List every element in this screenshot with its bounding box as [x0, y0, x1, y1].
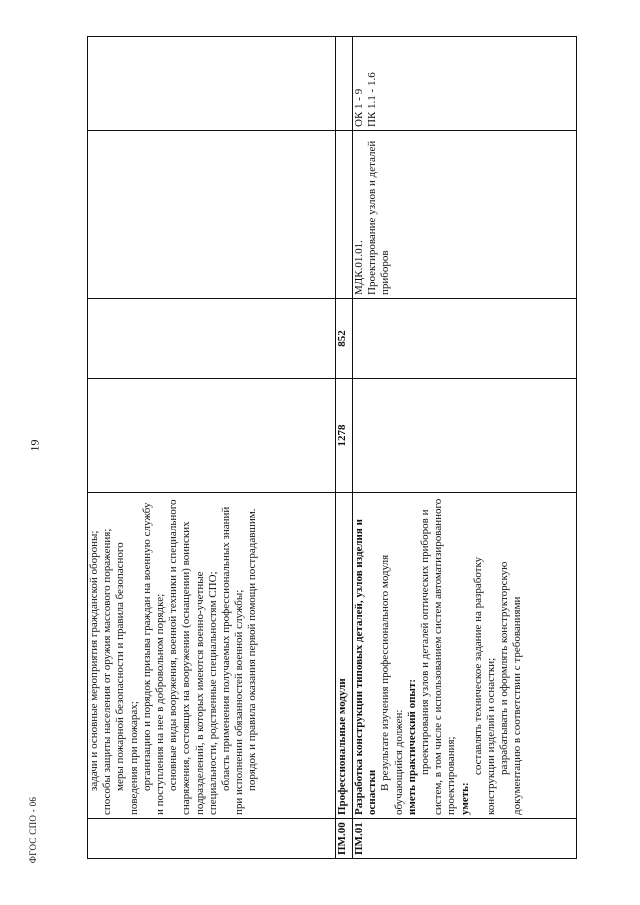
competencies-cell: [88, 37, 336, 131]
skills-list: [472, 496, 525, 815]
hours-max-cell: 1278: [336, 379, 353, 493]
hours-max-cell: [353, 379, 577, 493]
row-index: [88, 819, 336, 859]
knowledge-list: [88, 496, 260, 815]
row-index: ПМ.01: [353, 819, 577, 859]
row-content: [353, 493, 577, 819]
module-title: Разработка конструкции типовых деталей, узлов изделия и оснастки: [353, 519, 379, 815]
list-item: порядок и правила оказания первой помощи пострадавшим.: [246, 508, 259, 791]
table-row: [88, 37, 336, 859]
row-title: Профессиональные модули: [336, 493, 353, 819]
list-item: организацию и порядок призыва граждан на военную службу и поступления на нее в добровольном порядке;: [140, 502, 167, 815]
discipline-cell: [336, 131, 353, 299]
competencies-cell: [336, 37, 353, 131]
hours-class-cell: 852: [336, 299, 353, 379]
discipline-code: МДК.01.01.: [353, 240, 365, 295]
skills-label: уметь:: [458, 782, 471, 815]
row-content: [88, 493, 336, 819]
hours-max-cell: [88, 379, 336, 493]
curriculum-table: [87, 36, 577, 859]
row-index: ПМ.00: [336, 819, 353, 859]
discipline-cell: [88, 131, 336, 299]
discipline-cell: [353, 131, 577, 299]
rotated-table-wrapper: [87, 37, 577, 859]
page-number: 19: [27, 439, 42, 452]
competencies-cell: [353, 37, 577, 131]
list-item: разрабатывать и оформлять конструкторскую документацию в соответствии с требованиями: [498, 561, 524, 815]
practice-text: проектирования узлов и деталей оптических приборов и систем, в том числе с использованием систем автоматизированного проектирования;: [419, 498, 458, 815]
table-row: [353, 37, 577, 859]
footer-code: ФГОС СПО - 06: [28, 796, 38, 864]
list-item: задачи и основные мероприятия гражданской обороны; способы защиты населения от оружия массового поражения;: [88, 528, 114, 815]
discipline-name: Проектирование узлов и деталей приборов: [366, 140, 392, 295]
practice-label: иметь практический опыт:: [405, 678, 418, 815]
competencies-ok: ОК 1 - 9: [353, 88, 365, 127]
hours-class-cell: [88, 299, 336, 379]
hours-class-cell: [353, 299, 577, 379]
list-item: основные виды вооружения, военной техники и специального снаряжения, состоящих на вооружении (оснащении) воинских подразделений, в которых имеются военно-учетные специальности, родственные специальностям СПО;: [167, 499, 219, 815]
list-item: меры пожарной безопасности и правила безопасного поведения при пожарах;: [114, 542, 140, 815]
competencies-pk: ПК 1.1 - 1.6: [366, 72, 379, 127]
list-item: составлять техническое задание на разработку конструкции изделий и оснастки;: [471, 556, 498, 815]
list-item: область применения получаемых профессиональных знаний при исполнении обязанностей военной службы;: [220, 506, 246, 815]
module-intro: В результате изучения профессионального модуля обучающийся должен:: [379, 554, 405, 815]
table-row: [336, 37, 353, 859]
